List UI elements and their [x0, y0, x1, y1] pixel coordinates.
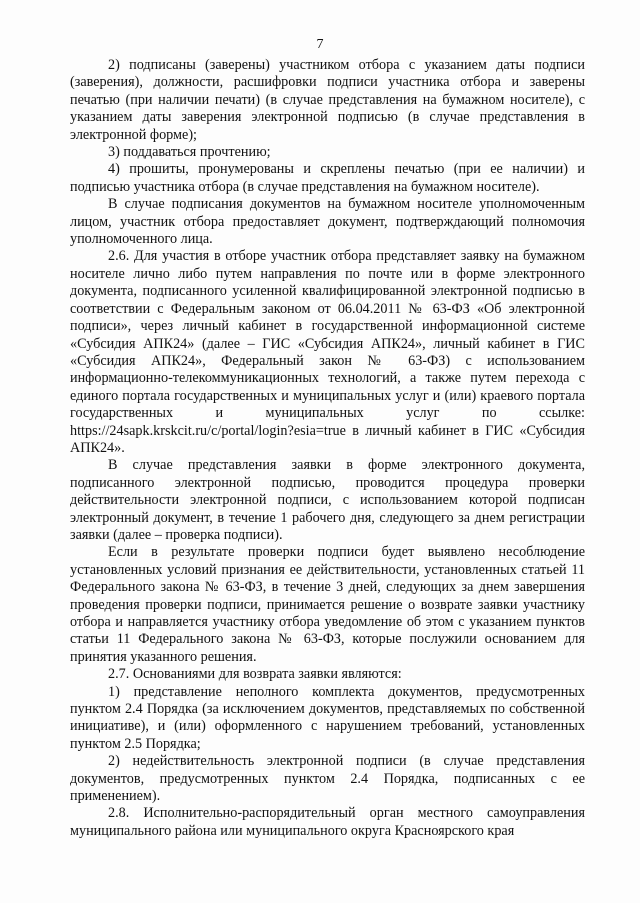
- paragraph-electronic-verification: В случае представления заявки в форме электронного документа, подписанного электронной подписью, проводится процедура проверки действительности электронной подписи, с использованием которой подписан электронный документ, в течение 1 рабочего дня, следующего за днем регистрации заявки (далее – проверка подписи).: [70, 457, 585, 543]
- paragraph-authorized-person: В случае подписания документов на бумажном носителе уполномоченным лицом, участник отбора предоставляет документ, подтверждающий полномочия уполномоченного лица.: [70, 196, 585, 248]
- paragraph-2-8: 2.8. Исполнительно-распорядительный орган местного самоуправления муниципального района или муниципального округа Красноярского края: [70, 805, 585, 839]
- document-body: [70, 57, 585, 840]
- paragraph-item-2-signed: 2) подписаны (заверены) участником отбора с указанием даты подписи (заверения), должности, расшифровки подписи участника отбора и заверены печатью (при наличии печати) (в случае представления на бумажном носителе), с указанием даты заверения электронной подписью (в случае представления в электронной форме);: [70, 57, 585, 143]
- paragraph-item-3-readable: 3) поддаваться прочтению;: [108, 144, 271, 161]
- paragraph-2-7: 2.7. Основаниями для возврата заявки являются:: [108, 666, 402, 683]
- paragraph-2-7-item-2: 2) недействительность электронной подписи (в случае представления документов, предусмотренных пунктом 2.4 Порядка, подписанных с ее применением).: [70, 753, 585, 805]
- paragraph-item-4-stitched: 4) прошиты, пронумерованы и скреплены печатью (при ее наличии) и подписью участника отбора (в случае представления на бумажном носителе).: [70, 161, 585, 195]
- paragraph-2-7-item-1: 1) представление неполного комплекта документов, предусмотренных пунктом 2.4 Порядка (за исключением документов, представляемых по собственной инициативе), и (или) оформленного с нарушением требований, установленных пунктом 2.5 Порядка;: [70, 683, 585, 752]
- page-number: 7: [316, 37, 324, 52]
- paragraph-2-6: 2.6. Для участия в отборе участник отбора представляет заявку на бумажном носителе лично либо путем направления по почте или в форме электронного документа, подписанного усиленной квалифицированной электронной подписью в соответствии с Федеральным законом от 06.04.2011 № 63-ФЗ «Об электронной подписи», через личный кабинет в государственной информационной системе «Субсидия АПК24» (далее – ГИС «Субсидия АПК24», личный кабинет в ГИС «Субсидия АПК24», Федеральный закон № 63-ФЗ) с использованием информационно-телекоммуникационных технологий, а также путем перехода с единого портала государственных и муниципальных услуг и (или) краевого портала государственных и муниципальных услуг по ссылке: https://24sapk.krskcit.ru/c/portal/login?esia=true в личный кабинет в ГИС «Субсидия АПК24».: [70, 248, 585, 456]
- paragraph-verification-failure: Если в результате проверки подписи будет выявлено несоблюдение установленных условий признания ее действительности, установленных статьей 11 Федерального закона № 63-ФЗ, в течение 3 дней, следующих за днем завершения проведения проверки подписи, принимается решение о возврате заявки участнику отбора и направляется участнику отбора уведомление об этом с указанием пунктов статьи 11 Федерального закона № 63-ФЗ, которые послужили основанием для принятия указанного решения.: [70, 544, 585, 665]
